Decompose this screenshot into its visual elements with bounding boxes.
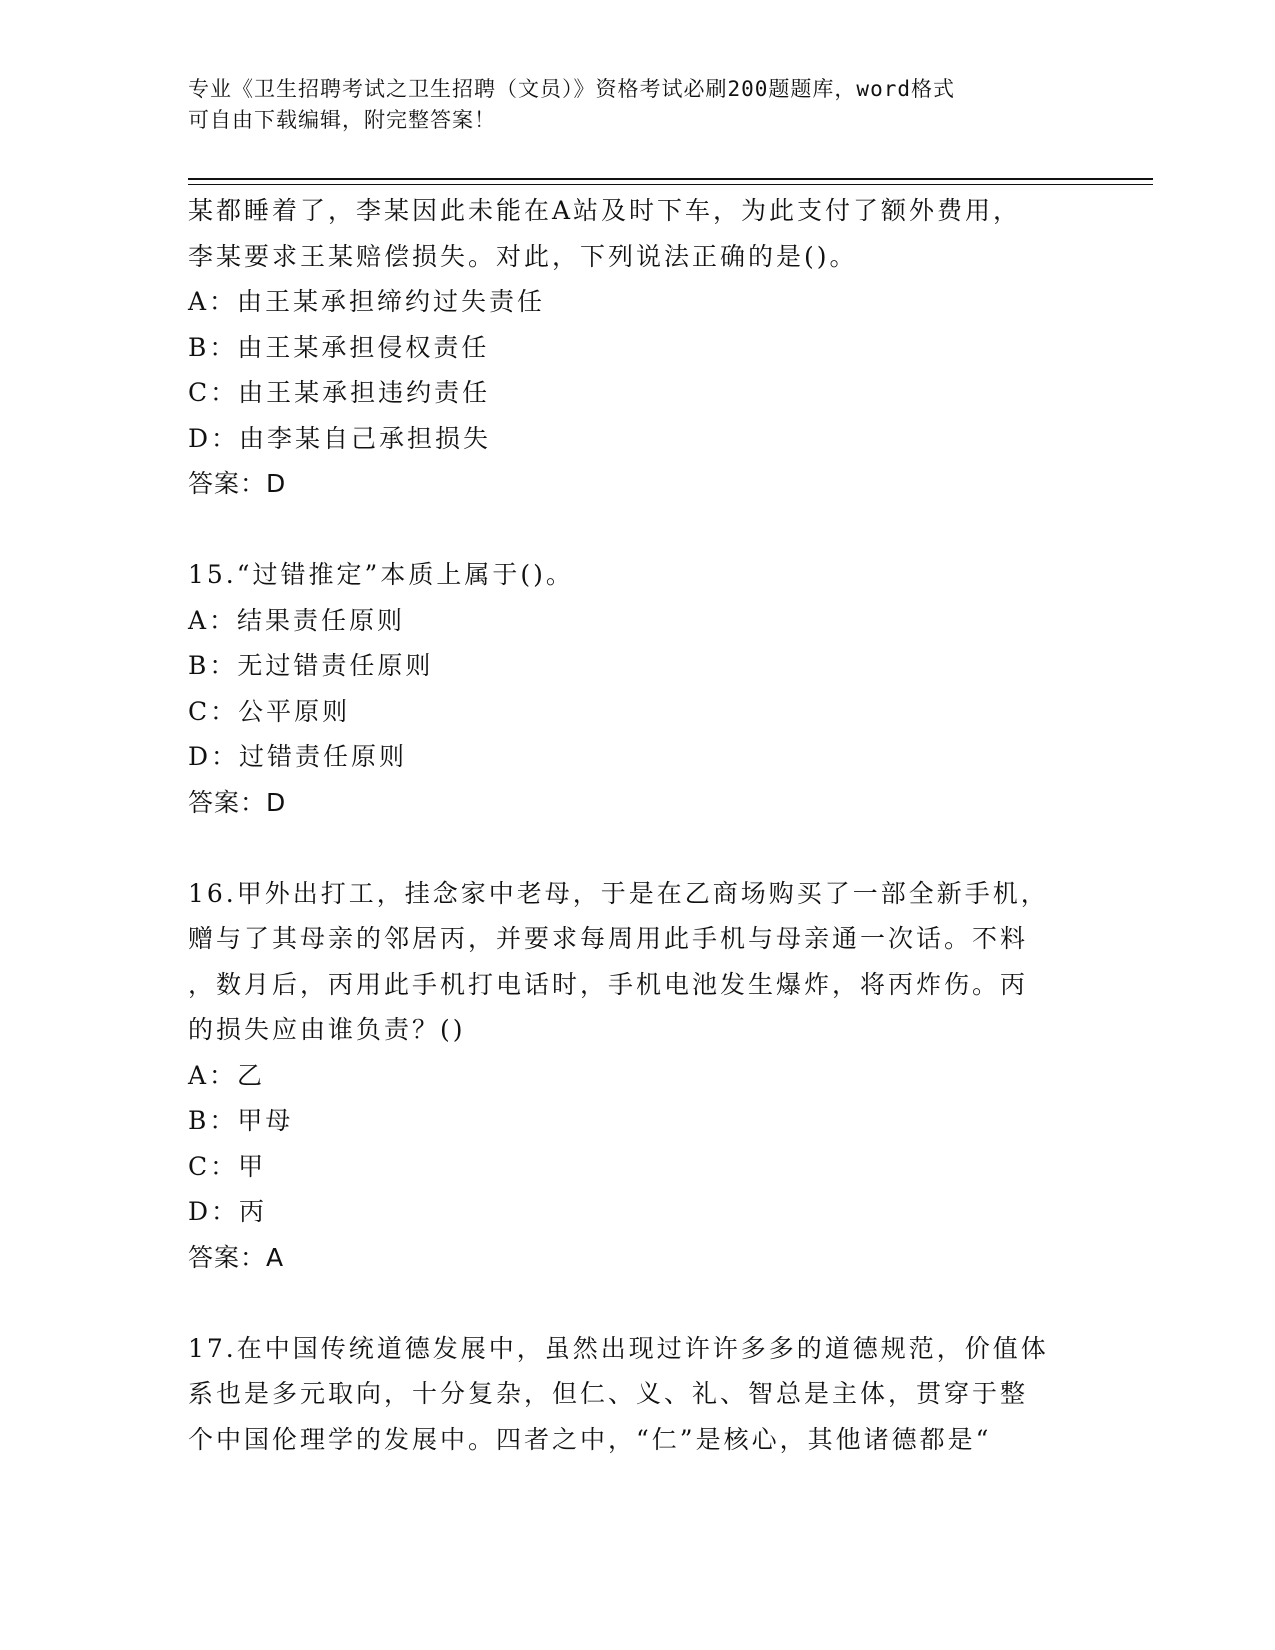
question-stem-line: 赠与了其母亲的邻居丙，并要求每周用此手机与母亲通一次话。不料 (188, 924, 1029, 953)
question-spacer (188, 825, 1068, 871)
option-d: D：丙 (188, 1197, 268, 1226)
option-b: B：无过错责任原则 (188, 651, 434, 680)
question-14 (188, 188, 1068, 507)
option-a: A：由王某承担缔约过失责任 (188, 287, 546, 316)
question-15 (188, 552, 1068, 825)
option-c: C：公平原则 (188, 696, 351, 726)
option-d: D：过错责任原则 (188, 742, 408, 771)
header-line-2: 可自由下载编辑，附完整答案！ (188, 108, 496, 132)
document-header (188, 74, 1068, 136)
option-b: B：由王某承担侵权责任 (188, 332, 490, 362)
option-a: A：结果责任原则 (188, 605, 406, 635)
header-line-1: 专业《卫生招聘考试之卫生招聘（文员）》资格考试必刷200题题库，word格式 (188, 77, 955, 101)
question-spacer (188, 1280, 1068, 1326)
question-stem-line: 李某要求王某赔偿损失。对此，下列说法正确的是()。 (188, 241, 858, 271)
answer-line: 答案：D (188, 787, 287, 817)
question-16 (188, 871, 1068, 1281)
header-divider-thin (188, 184, 1153, 185)
answer-line: 答案：D (188, 469, 287, 498)
option-b: B：甲母 (188, 1106, 294, 1135)
question-17 (188, 1326, 1068, 1463)
answer-line: 答案：A (188, 1242, 285, 1272)
question-stem-line: 15.“过错推定”本质上属于()。 (188, 560, 574, 589)
question-stem-line: 16.甲外出打工，挂念家中老母，于是在乙商场购买了一部全新手机， (188, 878, 1049, 908)
question-stem-line: 某都睡着了，李某因此未能在A站及时下车，为此支付了额外费用， (188, 196, 1022, 225)
option-c: C：由王某承担违约责任 (188, 378, 491, 407)
question-stem-line: 17.在中国传统道德发展中，虽然出现过许许多多的道德规范，价值体 (188, 1333, 1049, 1363)
option-c: C：甲 (188, 1151, 267, 1181)
question-stem-line: ，数月后，丙用此手机打电话时，手机电池发生爆炸，将丙炸伤。丙 (188, 969, 1029, 999)
question-spacer (188, 507, 1068, 553)
question-stem-line: 个中国伦理学的发展中。四者之中，“仁”是核心，其他诸德都是“ (188, 1424, 992, 1454)
option-a: A：乙 (188, 1060, 266, 1090)
header-divider-thick (188, 178, 1153, 180)
option-d: D：由李某自己承担损失 (188, 423, 492, 453)
question-stem-line: 的损失应由谁负责？() (188, 1015, 466, 1044)
question-list (188, 188, 1068, 1462)
question-stem-line: 系也是多元取向，十分复杂，但仁、义、礼、智总是主体，贯穿于整 (188, 1379, 1029, 1408)
